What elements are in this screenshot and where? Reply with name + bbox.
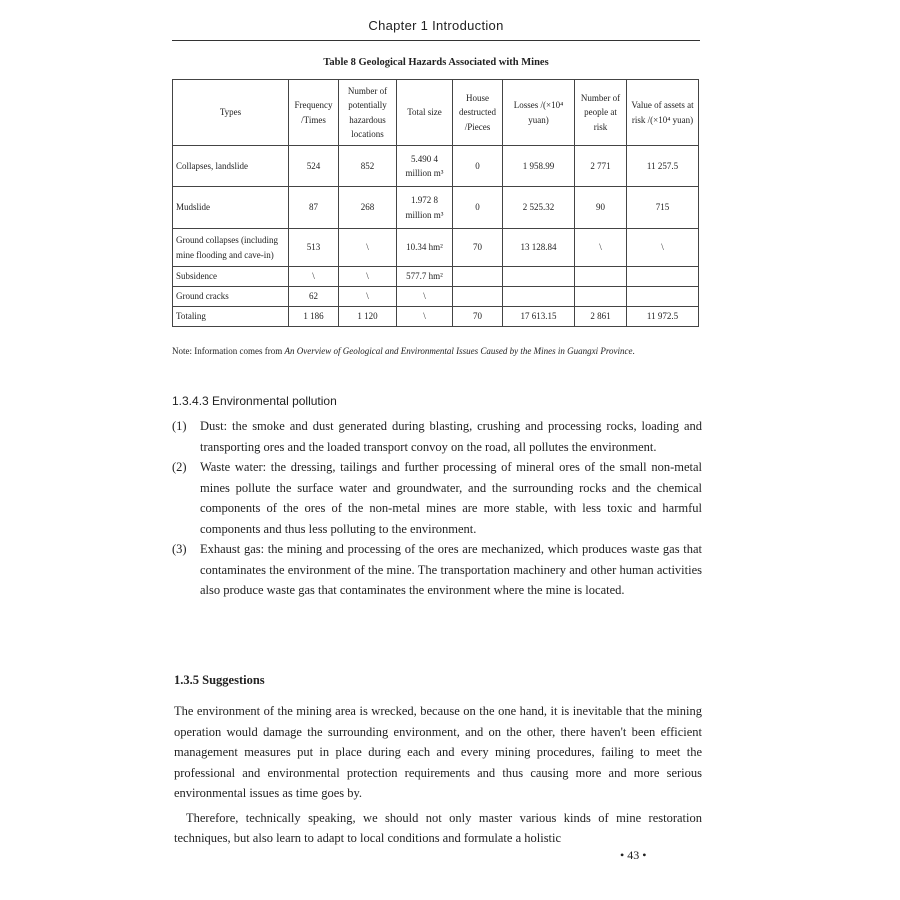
table-cell: 11 257.5 bbox=[627, 146, 699, 187]
table-cell bbox=[453, 267, 503, 287]
table-note bbox=[172, 342, 700, 361]
running-header: Chapter 1 Introduction bbox=[368, 18, 504, 33]
table-row bbox=[173, 229, 699, 267]
table-cell: \ bbox=[627, 229, 699, 267]
table-row bbox=[173, 187, 699, 229]
table-cell: 715 bbox=[627, 187, 699, 229]
col-types-header: Types bbox=[173, 80, 289, 146]
table-cell: 513 bbox=[289, 229, 339, 267]
table-cell: 17 613.15 bbox=[503, 307, 575, 327]
table-cell: Subsidence bbox=[173, 267, 289, 287]
col-houses-header: House destructed /Pieces bbox=[453, 80, 503, 146]
table-caption: Table 8 Geological Hazards Associated with Mines bbox=[323, 57, 549, 68]
list-item bbox=[172, 457, 702, 539]
table-cell: Ground cracks bbox=[173, 287, 289, 307]
list-item-text: Exhaust gas: the mining and processing of the ores are mechanized, which produces waste gas that contaminates the environment of the mine. The transportation machinery and other human activities also produce waste gas that contaminates the environment where the mine is located. bbox=[200, 542, 702, 597]
list-item-number: (2) bbox=[172, 460, 187, 474]
table-cell: 524 bbox=[289, 146, 339, 187]
table-cell bbox=[575, 267, 627, 287]
table-header-row bbox=[173, 80, 699, 146]
table-row bbox=[173, 287, 699, 307]
pollution-list bbox=[172, 416, 702, 601]
col-locations-header: Number of potentially hazardous locations bbox=[339, 80, 397, 146]
col-frequency-header: Frequency /Times bbox=[289, 80, 339, 146]
table-cell: Mudslide bbox=[173, 187, 289, 229]
table-cell: 2 861 bbox=[575, 307, 627, 327]
table-cell bbox=[575, 287, 627, 307]
col-people-header: Number of people at risk bbox=[575, 80, 627, 146]
list-item-number: (3) bbox=[172, 542, 187, 556]
table-row bbox=[173, 267, 699, 287]
table-cell: \ bbox=[289, 267, 339, 287]
table-cell: \ bbox=[397, 287, 453, 307]
col-total-size-header: Total size bbox=[397, 80, 453, 146]
table-cell: 1 958.99 bbox=[503, 146, 575, 187]
table-cell: 11 972.5 bbox=[627, 307, 699, 327]
table-cell: 577.7 hm² bbox=[397, 267, 453, 287]
table-cell: Ground collapses (including mine flooding and cave-in) bbox=[173, 229, 289, 267]
list-item bbox=[172, 416, 702, 457]
table-cell: 1 120 bbox=[339, 307, 397, 327]
paragraph: Therefore, technically speaking, we should not only master various kinds of mine restoration techniques, but also learn to adapt to local conditions and formulate a holistic bbox=[174, 810, 702, 845]
subsection-title: 1.3.4.3 Environmental pollution bbox=[172, 394, 337, 408]
table-cell: 13 128.84 bbox=[503, 229, 575, 267]
table-cell: 852 bbox=[339, 146, 397, 187]
list-item-text: Waste water: the dressing, tailings and further processing of mineral ores of the small non-metal mines pollute the surface water and groundwater, and the surrounding rocks and the chemical components of the ores of the non-metal mines are more stable, with less toxic and harmful components and thus less polluting to the environment. bbox=[200, 460, 702, 536]
table-cell: \ bbox=[575, 229, 627, 267]
table-row bbox=[173, 307, 699, 327]
table-cell: 62 bbox=[289, 287, 339, 307]
paragraph: The environment of the mining area is wrecked, because on the one hand, it is inevitable that the mining operation would damage the surrounding environment, and on the other, there haven't been efficient management measures put in place during each and every mining procedures, failing to meet the professional and environmental protection requirements and thus causing more and more serious environmental issues as time goes by. bbox=[174, 704, 702, 800]
col-losses-header: Losses /(×10⁴ yuan) bbox=[503, 80, 575, 146]
note-source-title: An Overview of Geological and Environmental Issues Caused by the Mines in Guangxi Province bbox=[284, 346, 633, 356]
table-row bbox=[173, 146, 699, 187]
table-cell: \ bbox=[339, 267, 397, 287]
table-cell: Collapses, landslide bbox=[173, 146, 289, 187]
note-prefix: Note: Information comes from bbox=[172, 346, 285, 356]
table-cell: Totaling bbox=[173, 307, 289, 327]
table-cell: 70 bbox=[453, 307, 503, 327]
table-cell: 70 bbox=[453, 229, 503, 267]
table-cell: 1 186 bbox=[289, 307, 339, 327]
table-cell bbox=[627, 267, 699, 287]
table-cell: 5.490 4 million m³ bbox=[397, 146, 453, 187]
table-cell: 2 525.32 bbox=[503, 187, 575, 229]
table-cell bbox=[503, 287, 575, 307]
table-cell: 2 771 bbox=[575, 146, 627, 187]
table-cell bbox=[627, 287, 699, 307]
table-cell: 0 bbox=[453, 146, 503, 187]
list-item-text: Dust: the smoke and dust generated during blasting, crushing and processing rocks, loading and transporting ores and the loaded transport convoy on the road, all pollutes the environment. bbox=[200, 419, 702, 454]
list-item bbox=[172, 539, 702, 601]
section-title: 1.3.5 Suggestions bbox=[174, 673, 265, 687]
note-suffix: . bbox=[632, 346, 635, 356]
table-cell: 0 bbox=[453, 187, 503, 229]
col-assets-header: Value of assets at risk /(×10⁴ yuan) bbox=[627, 80, 699, 146]
header-rule bbox=[172, 40, 700, 41]
page-number: • 43 • bbox=[620, 848, 647, 862]
list-item-number: (1) bbox=[172, 419, 187, 433]
table-cell: \ bbox=[397, 307, 453, 327]
table-cell: \ bbox=[339, 287, 397, 307]
hazards-table bbox=[172, 79, 699, 327]
table-cell: 10.34 hm² bbox=[397, 229, 453, 267]
table-cell: \ bbox=[339, 229, 397, 267]
table-cell: 268 bbox=[339, 187, 397, 229]
table-cell: 1.972 8 million m³ bbox=[397, 187, 453, 229]
table-cell bbox=[453, 287, 503, 307]
table-cell bbox=[503, 267, 575, 287]
table-cell: 87 bbox=[289, 187, 339, 229]
section-body bbox=[174, 701, 702, 853]
table-cell: 90 bbox=[575, 187, 627, 229]
